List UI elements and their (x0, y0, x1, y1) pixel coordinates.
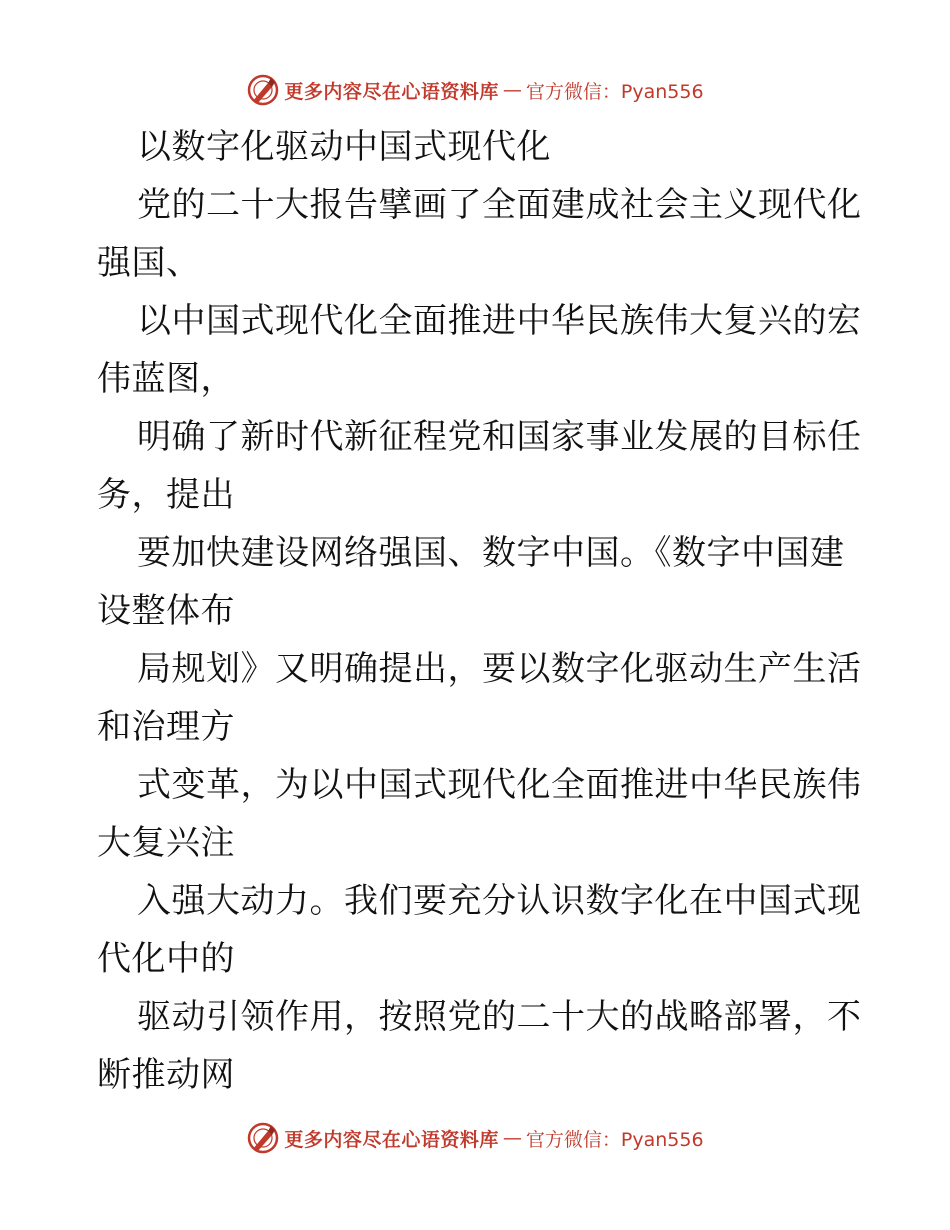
pen-logo-icon (246, 73, 280, 107)
text-line: 入强大动力。我们要充分认识数字化在中国式现 (137, 881, 862, 921)
text-line: 大复兴注 (97, 823, 235, 863)
header-contact-text: 官方微信：Pyan556 (525, 80, 704, 103)
footer-banner (0, 1118, 950, 1158)
text-line: 设整体布 (97, 591, 235, 631)
text-line: 代化中的 (97, 939, 235, 979)
text-line: 要加快建设网络强国、数字中国。《数字中国建 (137, 533, 845, 573)
pen-logo-icon (246, 1121, 280, 1155)
header-banner (0, 70, 950, 110)
header-brand-text: 更多内容尽在心语资料库 (284, 80, 499, 103)
text-line: 党的二十大报告擘画了全面建成社会主义现代化 (137, 185, 862, 225)
text-line: 断推动网 (97, 1055, 235, 1095)
footer-contact-text: 官方微信：Pyan556 (525, 1128, 704, 1151)
text-line: 和治理方 (97, 707, 235, 747)
text-line: 式变革，为以中国式现代化全面推进中华民族伟 (137, 765, 862, 805)
text-line: 伟蓝图， (97, 359, 235, 399)
footer-dash: — (502, 1127, 522, 1149)
text-line: 强国、 (97, 243, 201, 283)
text-line: 务，提出 (97, 475, 235, 515)
text-line: 明确了新时代新征程党和国家事业发展的目标任 (137, 417, 862, 457)
text-line: 局规划》又明确提出，要以数字化驱动生产生活 (137, 649, 862, 689)
footer-brand-text: 更多内容尽在心语资料库 (284, 1128, 499, 1151)
text-line: 驱动引领作用，按照党的二十大的战略部署，不 (137, 997, 862, 1037)
text-line: 以中国式现代化全面推进中华民族伟大复兴的宏 (137, 301, 862, 341)
text-line: 以数字化驱动中国式现代化 (137, 127, 551, 167)
header-dash: — (502, 79, 522, 101)
document-body (97, 118, 862, 1104)
